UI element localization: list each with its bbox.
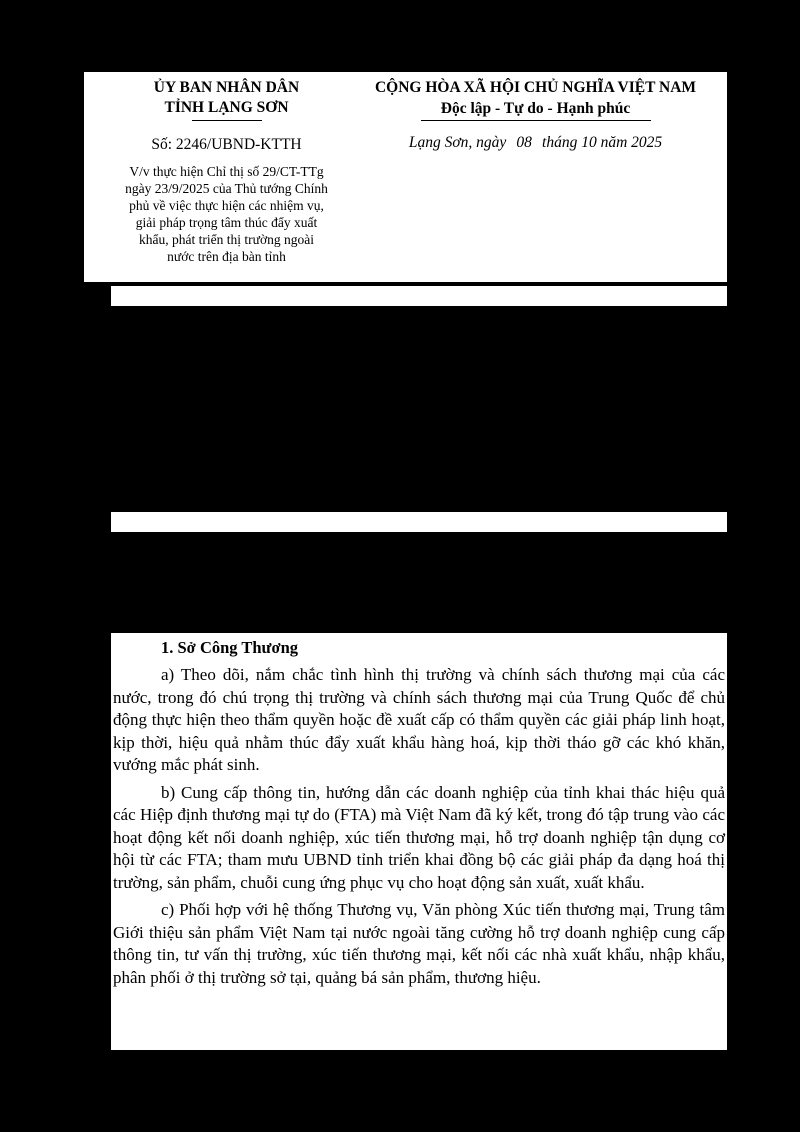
date-prefix: Lạng Sơn, ngày bbox=[408, 134, 507, 151]
org-name-line2: TỈNH LẠNG SƠN bbox=[164, 99, 289, 116]
document-body bbox=[111, 633, 727, 1050]
blank-strip-top bbox=[111, 286, 727, 306]
org-name-line1: ỦY BAN NHÂN DÂN bbox=[153, 79, 300, 96]
subject-line: khẩu, phát triển thị trường ngoài bbox=[139, 232, 314, 247]
national-motto: Độc lập - Tự do - Hạnh phúc bbox=[440, 100, 631, 117]
document-number: Số: 2246/UBND-KTTH bbox=[151, 136, 302, 153]
document-subject bbox=[84, 163, 369, 265]
place-date bbox=[344, 133, 727, 153]
paragraph-b: b) Cung cấp thông tin, hướng dẫn các doanh nghiệp của tỉnh khai thác hiệu quả các Hiệp định thương mại tự do (FTA) mà Việt Nam đã ký kết, trong đó tập trung vào các hoạt động kết nối doanh nghiệp, xúc tiến thương mại, hỗ trợ doanh nghiệp tận dụng cơ hội từ các FTA; tham mưu UBND tỉnh triển khai đồng bộ các giải pháp đa dạng hoá thị trường, sản phẩm, chuỗi cung ứng phục vụ cho hoạt động sản xuất, xuất khẩu. bbox=[113, 782, 725, 892]
blank-strip-middle bbox=[111, 512, 727, 532]
subject-line: nước trên địa bàn tỉnh bbox=[167, 249, 286, 264]
issuing-authority-block bbox=[84, 78, 369, 265]
paragraph-c: c) Phối hợp với hệ thống Thương vụ, Văn phòng Xúc tiến thương mại, Trung tâm Giới thiệu sản phẩm Việt Nam tại nước ngoài tăng cường hỗ trợ doanh nghiệp cung cấp thông tin, tư vấn thị trường, xúc tiến thương mại, kết nối các nhà xuất khẩu, nhập khẩu, phân phối ở thị trường sở tại, quảng bá sản phẩm, thương hiệu. bbox=[113, 900, 725, 987]
document-header bbox=[84, 72, 727, 282]
paragraph-a: a) Theo dõi, nắm chắc tình hình thị trường và chính sách thương mại của các nước, trong đó chú trọng thị trường và chính sách thương mại của Trung Quốc để chủ động thực hiện theo thẩm quyền hoặc đề xuất cấp có thẩm quyền các giải pháp linh hoạt, kịp thời, hiệu quả nhằm thúc đẩy xuất khẩu hàng hoá, kịp thời tháo gỡ các khó khăn, vướng mắc phát sinh. bbox=[113, 665, 725, 774]
date-day: 08 bbox=[516, 134, 532, 151]
subject-line: giải pháp trọng tâm thúc đẩy xuất bbox=[135, 215, 318, 230]
motto-underline bbox=[421, 120, 651, 121]
org-underline bbox=[192, 120, 262, 121]
national-title-block bbox=[344, 78, 727, 153]
date-suffix: tháng 10 năm 2025 bbox=[542, 134, 663, 151]
nation-title: CỘNG HÒA XÃ HỘI CHỦ NGHĨA VIỆT NAM bbox=[374, 79, 697, 96]
subject-line: ngày 23/9/2025 của Thủ tướng Chính bbox=[125, 181, 328, 196]
subject-line: V/v thực hiện Chỉ thị số 29/CT-TTg bbox=[129, 164, 324, 179]
section-heading: 1. Sở Công Thương bbox=[161, 638, 299, 657]
subject-line: phủ về việc thực hiện các nhiệm vụ, bbox=[129, 198, 324, 213]
